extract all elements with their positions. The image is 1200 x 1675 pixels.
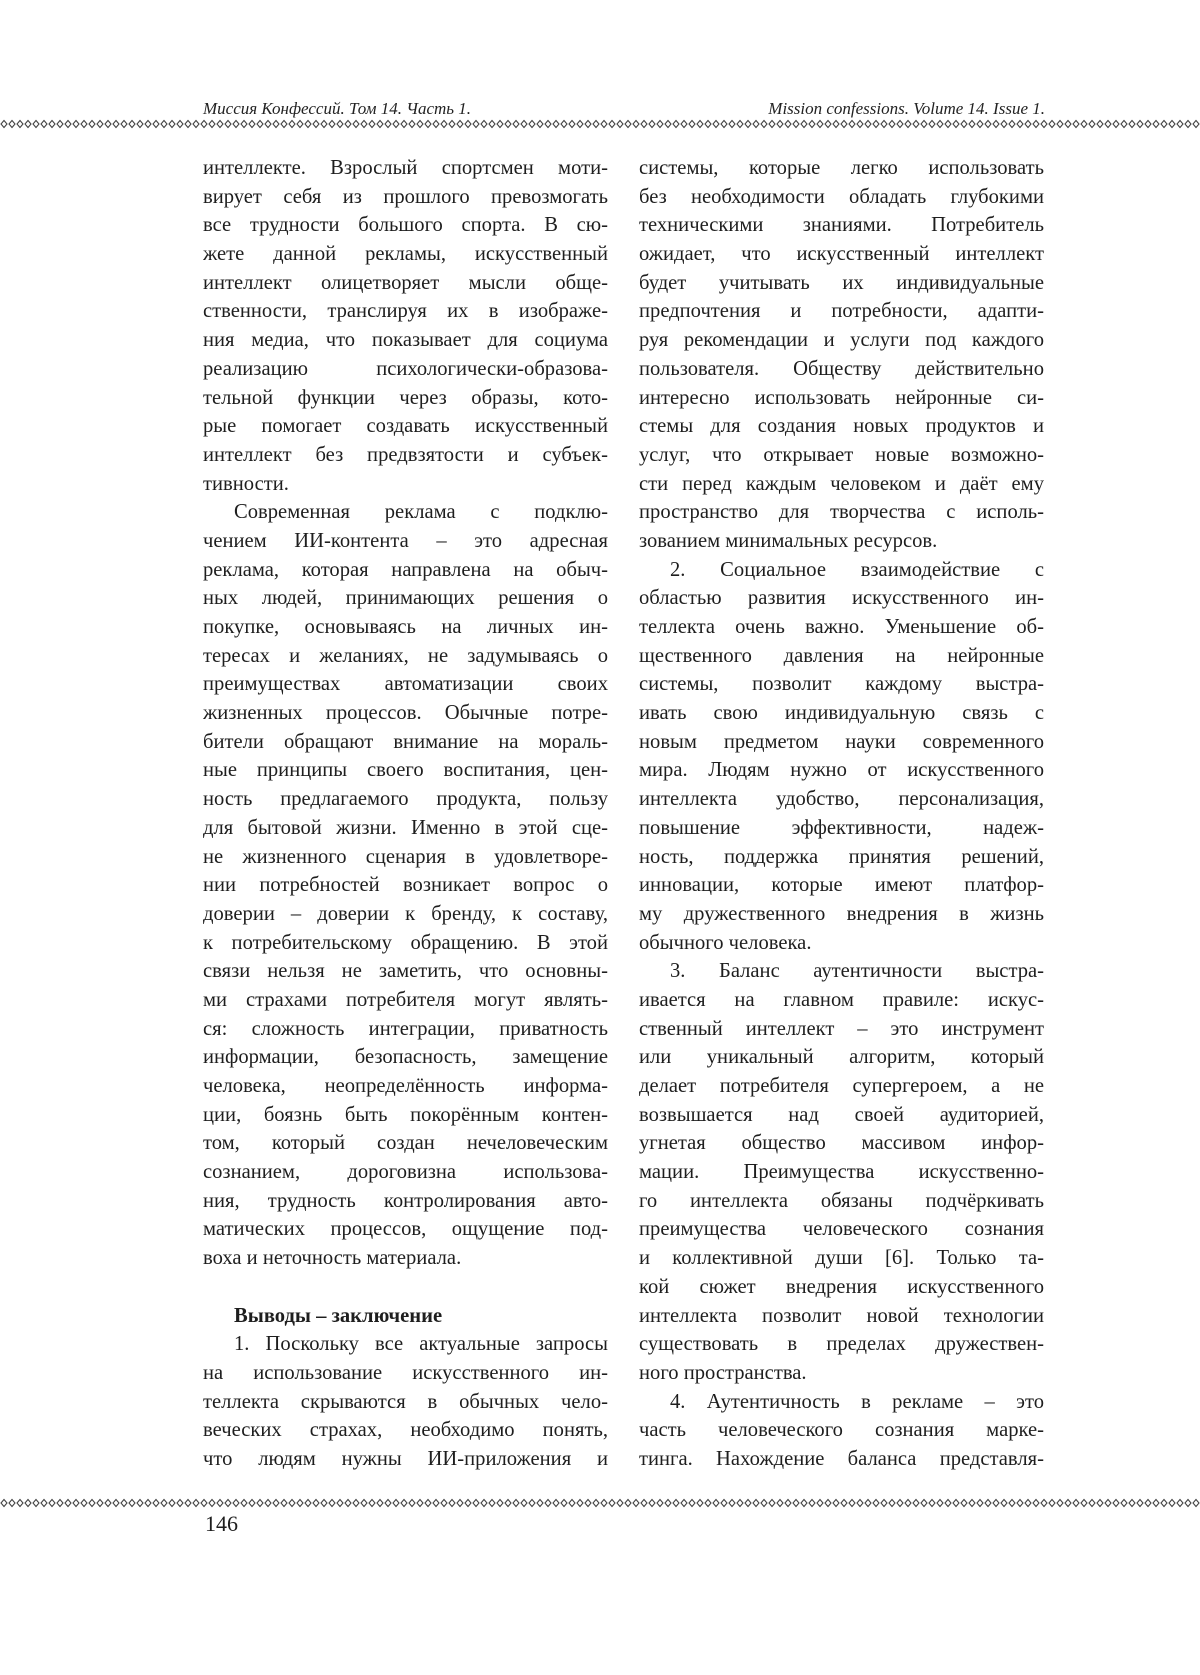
text-line: интеллект олицетворяет мысли обще- xyxy=(203,271,608,294)
text-line: руя рекомендации и услуги под каждого xyxy=(639,329,1044,352)
text-line: интеллекта удобство, персонализация, xyxy=(639,788,1044,811)
text-line: существовать в пределах дружествен- xyxy=(639,1333,1044,1356)
text-column-left xyxy=(203,154,608,1474)
text-line: для бытовой жизни. Именно в этой сце- xyxy=(203,816,608,839)
text-line: ственности, транслируя их в изображе- xyxy=(203,300,608,323)
text-line: ивать свою индивидуальную связь с xyxy=(639,702,1044,725)
text-line: техническими знаниями. Потребитель xyxy=(639,214,1044,237)
text-line: интеллект без предвзятости и субъек- xyxy=(203,443,608,466)
text-line: ся: сложность интеграции, приватность xyxy=(203,1017,608,1040)
text-line: тересах и желаниях, не задумываясь о xyxy=(203,644,608,667)
ornamental-border-top xyxy=(0,119,1200,129)
text-line: возвышается над своей аудиторией, xyxy=(639,1103,1044,1126)
text-line: преимуществах автоматизации своих xyxy=(203,673,608,696)
text-line: бители обращают внимание на мораль- xyxy=(203,730,608,753)
text-line: системы, позволит каждому выстра- xyxy=(639,673,1044,696)
text-line: ми страхами потребителя могут являть- xyxy=(203,988,608,1011)
running-head-right: Mission confessions. Volume 14. Issue 1. xyxy=(768,99,1045,118)
text-line: жете данной рекламы, искусственный xyxy=(203,243,608,266)
text-line: сознанием, дороговизна использова- xyxy=(203,1161,608,1184)
text-line: теллекта скрываются в обычных чело- xyxy=(203,1390,608,1413)
text-line: 1. Поскольку все актуальные запросы xyxy=(234,1333,608,1356)
text-line: без необходимости обладать глубокими xyxy=(639,185,1044,208)
text-line: областью развития искусственного ин- xyxy=(639,587,1044,610)
text-line: 2. Социальное взаимодействие с xyxy=(670,558,1044,581)
text-line: обычного человека. xyxy=(639,931,812,954)
text-line: ния, трудность контролирования авто- xyxy=(203,1189,608,1212)
text-line: мира. Людям нужно от искусственного xyxy=(639,759,1044,782)
text-line: ного пространства. xyxy=(639,1361,807,1384)
text-line: покупке, основываясь на личных ин- xyxy=(203,616,608,638)
text-line: щественного давления на нейронные xyxy=(639,644,1044,667)
text-line: 4. Аутентичность в рекламе – это xyxy=(670,1390,1044,1413)
text-line: на использование искусственного ин- xyxy=(203,1361,608,1384)
text-line: чением ИИ-контента – это адресная xyxy=(203,529,608,552)
text-line: ции, боязнь быть покорённым контен- xyxy=(203,1103,608,1126)
text-line: все трудности большого спорта. В сю- xyxy=(203,214,608,237)
text-line: ные принципы своего воспитания, цен- xyxy=(203,759,608,782)
text-line: ивается на главном правиле: искус- xyxy=(639,988,1044,1011)
text-line: теллекта очень важно. Уменьшение об- xyxy=(639,616,1044,638)
text-line: повышение эффективности, надеж- xyxy=(639,816,1044,839)
text-line: ность, поддержка принятия решений, xyxy=(639,845,1044,868)
text-line: что людям нужны ИИ-приложения и xyxy=(203,1447,608,1470)
text-line: человека, неопределённость информа- xyxy=(203,1075,608,1097)
text-line: рые помогает создавать искусственный xyxy=(203,415,608,438)
text-line: системы, которые легко использовать xyxy=(639,157,1044,179)
text-line: информации, безопасность, замещение xyxy=(203,1046,608,1069)
text-line: новым предметом науки современного xyxy=(639,730,1044,753)
text-line: зованием минимальных ресурсов. xyxy=(639,529,938,552)
text-line: инновации, которые имеют платфор- xyxy=(639,874,1044,897)
ornamental-border-bottom xyxy=(0,1498,1200,1508)
text-line: будет учитывать их индивидуальные xyxy=(639,271,1044,294)
text-line: тивности. xyxy=(203,472,289,495)
text-line: ожидает, что искусственный интеллект xyxy=(639,243,1044,266)
text-line: ных людей, принимающих решения о xyxy=(203,587,608,610)
text-line: пользователя. Обществу действительно xyxy=(639,357,1044,380)
text-line: му дружественного внедрения в жизнь xyxy=(639,902,1044,925)
text-line: веческих страхах, необходимо понять, xyxy=(203,1419,608,1442)
text-column-right xyxy=(639,154,1044,1474)
text-line: тельной функции через образы, кото- xyxy=(203,386,608,409)
text-line: том, который создан нечеловеческим xyxy=(203,1132,608,1155)
text-line: вирует себя из прошлого превозмогать xyxy=(203,185,608,208)
text-line: интеллекте. Взрослый спортсмен моти- xyxy=(203,157,608,179)
text-line: или уникальный алгоритм, который xyxy=(639,1046,1044,1069)
text-line: угнетая общество массивом инфор- xyxy=(639,1132,1044,1155)
text-line: ния медиа, что показывает для социума xyxy=(203,329,608,352)
text-line: 3. Баланс аутентичности выстра- xyxy=(670,960,1044,983)
text-line: связи нельзя не заметить, что основны- xyxy=(203,960,608,983)
text-line: интеллекта позволит новой технологии xyxy=(639,1304,1044,1327)
text-line: стемы для создания новых продуктов и xyxy=(639,415,1044,438)
text-line: ственный интеллект – это инструмент xyxy=(639,1017,1044,1040)
text-line: доверии – доверии к бренду, к составу, xyxy=(203,902,608,925)
text-line: го интеллекта обязаны подчёркивать xyxy=(639,1189,1044,1212)
text-line: делает потребителя супергероем, а не xyxy=(639,1075,1044,1097)
text-line: кой сюжет внедрения искусственного xyxy=(639,1275,1044,1298)
text-line: ность предлагаемого продукта, пользу xyxy=(203,788,608,811)
text-line: матических процессов, ощущение под- xyxy=(203,1218,608,1241)
text-line: и коллективной души [6]. Только та- xyxy=(639,1247,1044,1270)
text-line: нии потребностей возникает вопрос о xyxy=(203,874,608,897)
section-heading: Выводы – заключение xyxy=(234,1304,443,1327)
text-line: преимущества человеческого сознания xyxy=(639,1218,1044,1241)
text-line: тинга. Нахождение баланса представля- xyxy=(639,1447,1044,1470)
text-line: предпочтения и потребности, адапти- xyxy=(639,300,1044,323)
page-number: 146 xyxy=(205,1511,238,1536)
text-line: сти перед каждым человеком и даёт ему xyxy=(639,472,1044,495)
text-line: жизненных процессов. Обычные потре- xyxy=(203,702,608,725)
text-line: пространство для творчества с исполь- xyxy=(639,501,1044,524)
text-line: часть человеческого сознания марке- xyxy=(639,1419,1044,1442)
text-line: реализацию психологически-образова- xyxy=(203,357,608,380)
running-head-left: Миссия Конфессий. Том 14. Часть 1. xyxy=(203,99,472,118)
text-line: услуг, что открывает новые возможно- xyxy=(639,443,1044,466)
text-line: не жизненного сценария в удовлетворе- xyxy=(203,845,608,868)
text-line: к потребительскому обращению. В этой xyxy=(203,931,608,954)
text-line: реклама, которая направлена на обыч- xyxy=(203,558,608,581)
text-line: мации. Преимущества искусственно- xyxy=(639,1161,1044,1184)
text-line: Современная реклама с подклю- xyxy=(234,501,608,524)
text-line: воха и неточность материала. xyxy=(203,1247,462,1270)
text-line: интересно использовать нейронные си- xyxy=(639,386,1044,409)
